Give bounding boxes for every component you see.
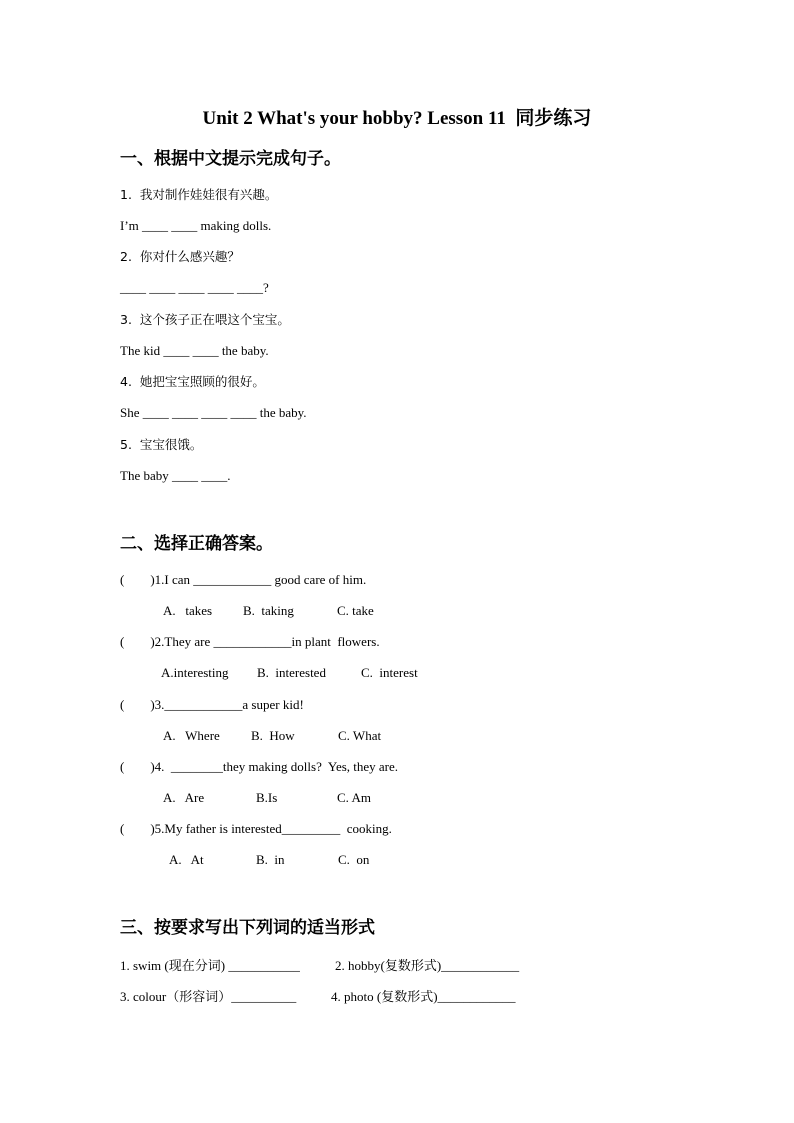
choice-4-option-b: B.Is [256, 790, 278, 805]
choice-2-option-b: B. interested [257, 665, 326, 680]
choice-2-option-a: A.interesting [161, 665, 229, 680]
question-5-chinese: 5. 宝宝很饿。 [120, 437, 203, 452]
question-3-chinese: 3. 这个孩子正在喂这个宝宝。 [120, 312, 290, 327]
choice-2-option-c: C. interest [361, 665, 418, 680]
section3-heading: 三、按要求写出下列词的适当形式 [120, 918, 375, 938]
question-4-chinese: 4. 她把宝宝照顾的很好。 [120, 374, 265, 389]
choice-5-option-b: B. in [256, 852, 285, 867]
word-form-1: 1. swim (现在分词) ___________ [120, 958, 300, 973]
choice-4-option-c: C. Am [337, 790, 371, 805]
choice-1-option-c: C. take [337, 603, 374, 618]
word-form-2: 2. hobby(复数形式)____________ [335, 958, 520, 973]
choice-question-2: ( )2.They are ____________in plant flowers. [120, 634, 380, 649]
question-1-chinese: 1. 我对制作娃娃很有兴趣。 [120, 187, 278, 202]
choice-5-option-a: A. At [169, 852, 204, 867]
choice-1-option-a: A. takes [163, 603, 213, 618]
choice-question-3: ( )3.____________a super kid! [120, 697, 304, 712]
question-3-english: The kid ____ ____ the baby. [120, 343, 269, 358]
choice-5-option-c: C. on [338, 852, 370, 867]
choice-4-option-a: A. Are [163, 790, 205, 805]
choice-3-option-a: A. Where [163, 728, 220, 743]
word-form-4: 4. photo (复数形式)____________ [331, 989, 516, 1004]
choice-question-5: ( )5.My father is interested_________ cooking. [120, 821, 392, 836]
worksheet-title: Unit 2 What's your hobby? Lesson 11 同步练习 [202, 108, 592, 129]
question-5-english: The baby ____ ____. [120, 468, 231, 483]
word-form-3: 3. colour（形容词）__________ [120, 989, 297, 1004]
choice-question-1: ( )1.I can ____________ good care of him. [120, 572, 367, 587]
choice-3-option-b: B. How [251, 728, 295, 743]
section2-heading: 二、选择正确答案。 [120, 534, 273, 554]
choice-3-option-c: C. What [338, 728, 382, 743]
question-4-english: She ____ ____ ____ ____ the baby. [120, 405, 307, 420]
section1-heading: 一、根据中文提示完成句子。 [120, 149, 341, 169]
question-2-chinese: 2. 你对什么感兴趣？ [120, 249, 240, 264]
choice-1-option-b: B. taking [243, 603, 294, 618]
choice-question-4: ( )4. ________they making dolls? Yes, they are. [120, 759, 399, 774]
question-2-english: ____ ____ ____ ____ ____? [120, 280, 269, 295]
question-1-english: I’m ____ ____ making dolls. [120, 218, 272, 233]
